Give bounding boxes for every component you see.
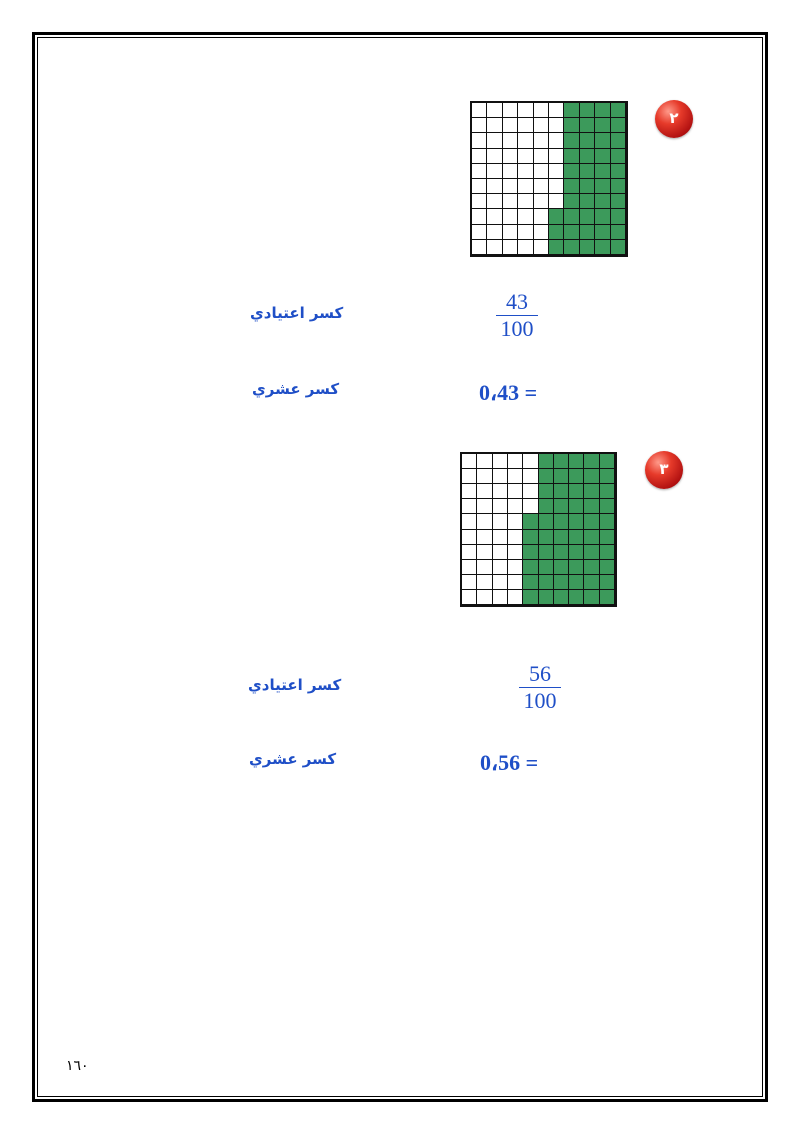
grid-cell-empty [477,590,492,605]
grid-cell-empty [477,514,492,529]
grid-cell-empty [462,530,477,545]
grid-cell-empty [462,484,477,499]
grid-cell-empty [493,545,508,560]
grid-cell-empty [508,590,523,605]
grid-cell-shaded [569,484,584,499]
grid-cell-shaded [595,179,610,194]
grid-cell-shaded [611,225,626,240]
grid-cell-empty [462,499,477,514]
grid-cell-empty [549,179,564,194]
grid-cell-shaded [564,240,579,255]
grid-cell-empty [493,499,508,514]
grid-cell-shaded [600,499,615,514]
grid-cell-empty [477,469,492,484]
grid-cell-empty [508,469,523,484]
grid-cell-empty [462,575,477,590]
grid-cell-shaded [554,560,569,575]
grid-cell-shaded [600,484,615,499]
grid-cell-empty [493,469,508,484]
grid-cell-empty [477,560,492,575]
decimal-fraction: 0،43 = [479,380,538,405]
grid-cell-shaded [584,484,599,499]
grid-cell-empty [518,149,533,164]
grid-cell-shaded [611,133,626,148]
grid-cell-empty [503,225,518,240]
grid-cell-empty [503,164,518,179]
grid-cell-shaded [584,530,599,545]
grid-cell-empty [503,118,518,133]
grid-cell-empty [477,530,492,545]
grid-cell-shaded [539,454,554,469]
grid-cell-empty [534,240,549,255]
grid-cell-shaded [595,118,610,133]
grid-cell-shaded [595,149,610,164]
grid-cell-shaded [611,164,626,179]
grid-cell-empty [549,194,564,209]
grid-cell-empty [487,194,502,209]
grid-cell-empty [462,469,477,484]
grid-cell-empty [549,118,564,133]
grid-cell-empty [487,133,502,148]
grid-cell-shaded [584,590,599,605]
grid-cell-shaded [569,499,584,514]
fraction-numerator: 43 [506,289,528,314]
grid-cell-shaded [611,118,626,133]
grid-cell-shaded [564,164,579,179]
grid-cell-empty [518,103,533,118]
grid-cell-shaded [539,469,554,484]
grid-cell-empty [503,209,518,224]
common-fraction [482,290,552,341]
grid-cell-shaded [523,590,538,605]
grid-cell-empty [523,484,538,499]
grid-cell-shaded [584,575,599,590]
grid-cell-empty [508,530,523,545]
grid-cell-empty [508,514,523,529]
grid-cell-empty [518,133,533,148]
grid-cell-shaded [554,454,569,469]
grid-cell-empty [534,149,549,164]
grid-cell-empty [508,484,523,499]
grid-cell-empty [508,560,523,575]
grid-cell-shaded [554,484,569,499]
grid-cell-shaded [595,225,610,240]
grid-cell-shaded [569,560,584,575]
decimal-fraction-label: كسر عشري [252,380,340,398]
grid-cell-empty [493,484,508,499]
grid-cell-empty [472,149,487,164]
grid-cell-shaded [569,545,584,560]
grid-cell-empty [472,194,487,209]
grid-cell-shaded [564,209,579,224]
grid-cell-shaded [564,149,579,164]
exercise-number: ٢ [669,109,679,127]
grid-cell-empty [493,514,508,529]
grid-cell-shaded [549,209,564,224]
grid-cell-shaded [611,149,626,164]
grid-cell-empty [472,164,487,179]
grid-cell-shaded [564,194,579,209]
grid-cell-empty [493,560,508,575]
grid-cell-empty [477,545,492,560]
grid-cell-shaded [523,530,538,545]
grid-cell-shaded [523,560,538,575]
grid-cell-empty [462,590,477,605]
grid-cell-empty [462,545,477,560]
grid-cell-shaded [595,194,610,209]
grid-cell-shaded [554,530,569,545]
grid-cell-empty [534,164,549,179]
grid-cell-shaded [595,209,610,224]
grid-cell-empty [518,194,533,209]
grid-cell-empty [472,240,487,255]
common-fraction-label: كسر اعتيادي [248,676,342,694]
common-fraction [505,662,575,713]
grid-cell-empty [508,545,523,560]
exercise-number: ٣ [659,460,669,478]
grid-cell-shaded [569,590,584,605]
grid-cell-empty [534,194,549,209]
grid-cell-shaded [584,545,599,560]
grid-cell-empty [472,179,487,194]
grid-cell-shaded [554,575,569,590]
grid-cell-shaded [554,499,569,514]
grid-cell-shaded [600,560,615,575]
grid-cell-shaded [600,454,615,469]
grid-cell-empty [534,133,549,148]
grid-cell-shaded [611,103,626,118]
grid-cell-empty [487,103,502,118]
grid-cell-empty [487,164,502,179]
grid-cell-shaded [595,240,610,255]
grid-cell-shaded [580,118,595,133]
grid-cell-empty [477,499,492,514]
grid-cell-empty [472,225,487,240]
grid-cell-shaded [549,240,564,255]
grid-cell-empty [518,164,533,179]
grid-cell-empty [503,133,518,148]
grid-cell-shaded [554,590,569,605]
grid-cell-empty [549,103,564,118]
grid-cell-shaded [554,469,569,484]
grid-cell-shaded [564,179,579,194]
grid-cell-empty [508,454,523,469]
grid-cell-empty [503,194,518,209]
grid-cell-empty [534,225,549,240]
grid-cell-shaded [600,514,615,529]
grid-cell-shaded [523,514,538,529]
grid-cell-empty [472,103,487,118]
grid-cell-shaded [600,590,615,605]
fraction-numerator: 56 [529,661,551,686]
grid-cell-shaded [539,545,554,560]
grid-cell-empty [518,209,533,224]
grid-cell-empty [472,209,487,224]
grid-cell-shaded [569,530,584,545]
grid-cell-shaded [580,179,595,194]
grid-cell-empty [462,514,477,529]
decimal-fraction-label: كسر عشري [249,750,337,768]
grid-cell-shaded [523,545,538,560]
grid-cell-shaded [569,469,584,484]
decimal-fraction: 0،56 = [480,750,539,775]
hundred-grid [470,101,628,257]
grid-cell-shaded [569,514,584,529]
grid-cell-shaded [600,469,615,484]
grid-cell-empty [523,469,538,484]
grid-cell-empty [534,103,549,118]
grid-cell-shaded [600,575,615,590]
grid-cell-empty [493,590,508,605]
grid-cell-empty [523,454,538,469]
grid-cell-shaded [595,103,610,118]
grid-cell-shaded [554,514,569,529]
grid-cell-shaded [595,164,610,179]
grid-cell-empty [487,179,502,194]
grid-cell-empty [549,149,564,164]
grid-cell-shaded [539,514,554,529]
grid-cell-shaded [611,194,626,209]
grid-cell-shaded [564,118,579,133]
grid-cell-shaded [539,530,554,545]
hundred-grid [460,452,617,607]
grid-cell-empty [487,209,502,224]
grid-cell-shaded [611,209,626,224]
grid-cell-shaded [523,575,538,590]
grid-cell-shaded [539,499,554,514]
grid-cell-shaded [611,179,626,194]
grid-cell-shaded [580,240,595,255]
grid-cell-empty [493,454,508,469]
grid-cell-empty [487,225,502,240]
grid-cell-empty [487,149,502,164]
grid-cell-empty [518,118,533,133]
grid-cell-empty [518,179,533,194]
grid-cell-empty [487,118,502,133]
grid-cell-shaded [584,514,599,529]
grid-cell-empty [472,118,487,133]
grid-cell-empty [508,499,523,514]
grid-cell-empty [477,484,492,499]
grid-cell-shaded [564,225,579,240]
grid-cell-empty [534,179,549,194]
grid-cell-shaded [600,545,615,560]
grid-cell-shaded [584,560,599,575]
page-number: ١٦٠ [66,1058,89,1074]
grid-cell-shaded [580,209,595,224]
grid-cell-shaded [595,133,610,148]
grid-cell-empty [472,133,487,148]
grid-cell-empty [487,240,502,255]
exercise-number-badge [645,451,683,489]
grid-cell-shaded [539,575,554,590]
grid-cell-shaded [580,149,595,164]
grid-cell-empty [493,575,508,590]
grid-cell-empty [503,103,518,118]
grid-cell-shaded [539,560,554,575]
grid-cell-empty [549,133,564,148]
grid-cell-empty [508,575,523,590]
grid-cell-shaded [539,484,554,499]
grid-cell-shaded [611,240,626,255]
grid-cell-shaded [600,530,615,545]
grid-cell-shaded [584,469,599,484]
grid-cell-empty [503,240,518,255]
fraction-denominator: 100 [500,316,534,341]
grid-cell-shaded [564,103,579,118]
grid-cell-shaded [569,454,584,469]
grid-cell-empty [503,179,518,194]
grid-cell-empty [534,209,549,224]
grid-cell-empty [503,149,518,164]
grid-cell-shaded [580,133,595,148]
grid-cell-shaded [580,225,595,240]
grid-cell-empty [462,454,477,469]
grid-cell-empty [462,560,477,575]
grid-cell-shaded [569,575,584,590]
exercise-number-badge [655,100,693,138]
grid-cell-shaded [584,499,599,514]
grid-cell-shaded [580,164,595,179]
grid-cell-empty [534,118,549,133]
grid-cell-shaded [584,454,599,469]
grid-cell-empty [549,164,564,179]
grid-cell-empty [477,454,492,469]
grid-cell-shaded [539,590,554,605]
grid-cell-empty [493,530,508,545]
grid-cell-shaded [580,103,595,118]
grid-cell-empty [518,225,533,240]
page-border-inner [37,37,763,1097]
common-fraction-label: كسر اعتيادي [250,304,344,322]
grid-cell-shaded [564,133,579,148]
grid-cell-empty [523,499,538,514]
grid-cell-shaded [580,194,595,209]
fraction-denominator: 100 [523,688,557,713]
grid-cell-empty [518,240,533,255]
grid-cell-shaded [554,545,569,560]
grid-cell-shaded [549,225,564,240]
grid-cell-empty [477,575,492,590]
